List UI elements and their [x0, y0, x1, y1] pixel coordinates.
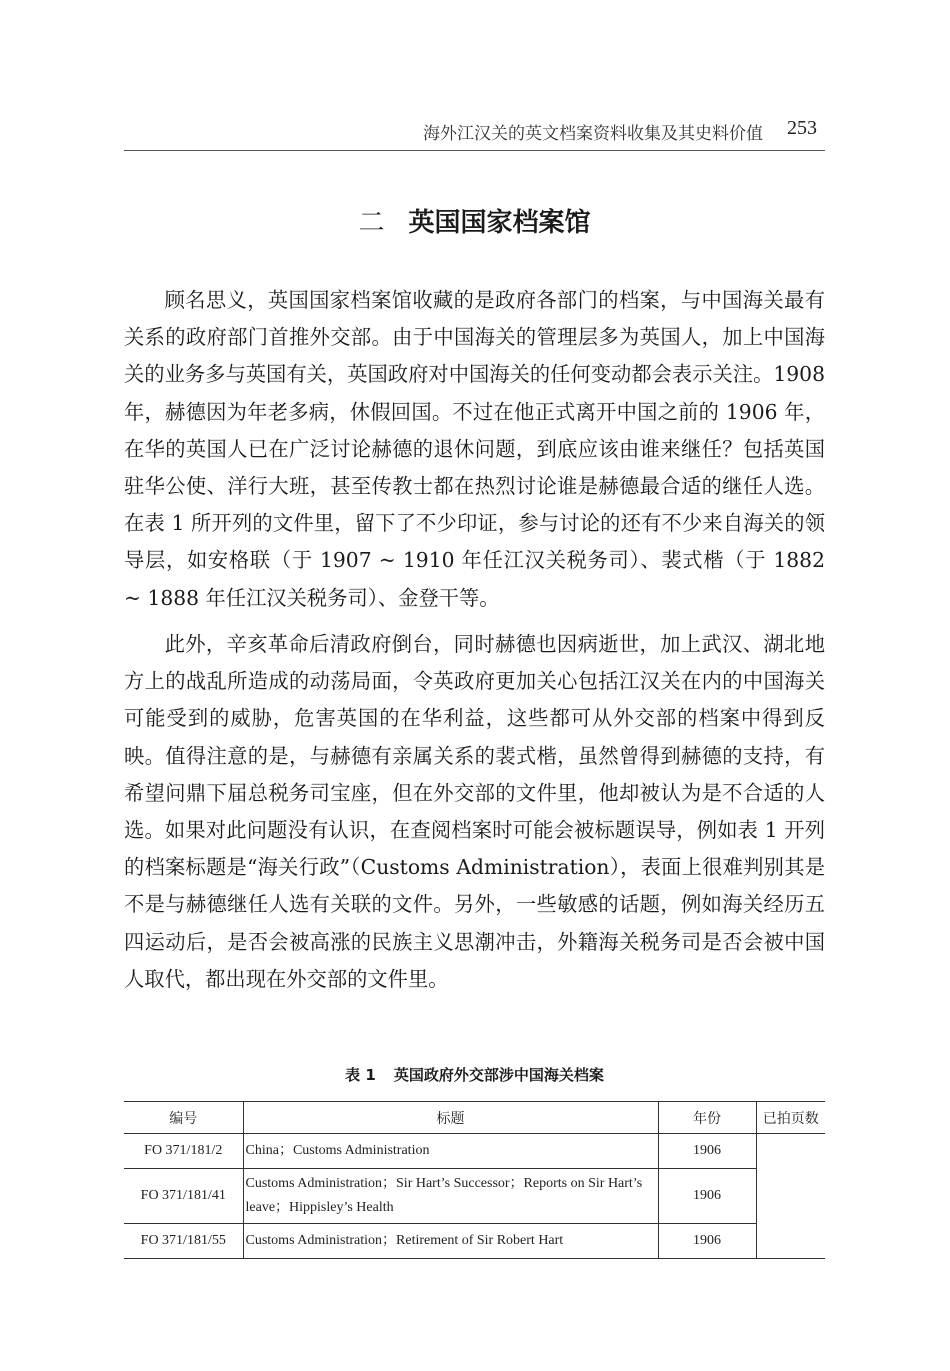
- table-caption-label: 表 1: [345, 1066, 376, 1084]
- cell-id: FO 371/181/41: [124, 1169, 243, 1224]
- paragraph-2: 此外，辛亥革命后清政府倒台，同时赫德也因病逝世，加上武汉、湖北地方上的战乱所造成的动荡局面，令英政府更加关心包括江汉关在内的中国海关可能受到的威胁，危害英国的在华利益，这些都可从外交部的档案中得到反映。值得注意的是，与赫德有亲属关系的裴式楷，虽然曾得到赫德的支持，有希望问鼎下届总税务司宝座，但在外交部的文件里，他却被认为是不合适的人选。如果对此问题没有认识，在查阅档案时可能会被标题误导，例如表 1 开列的档案标题是“海关行政”（Customs Administration），表面上很难判别其是不是与赫德继任人选有关联的文件。另外，一些敏感的话题，例如海关经历五四运动后，是否会被高涨的民族主义思潮冲击，外籍海关税务司是否会被中国人取代，都出现在外交部的文件里。: [124, 632, 825, 991]
- table-row: [124, 1169, 825, 1224]
- cell-id: FO 371/181/2: [124, 1134, 243, 1169]
- header-pages: 已拍页数: [756, 1102, 825, 1134]
- running-header: [124, 116, 825, 151]
- cell-title: China；Customs Administration: [243, 1134, 658, 1169]
- page-number: 253: [787, 117, 817, 139]
- cell-year: 1906: [658, 1224, 756, 1259]
- table-row: [124, 1134, 825, 1169]
- section-heading: [124, 202, 825, 239]
- table-caption-text: 英国政府外交部涉中国海关档案: [393, 1066, 604, 1084]
- header-year: 年份: [658, 1102, 756, 1134]
- cell-year: 1906: [658, 1134, 756, 1169]
- cell-pages: [756, 1134, 825, 1259]
- section-title: 英国国家档案馆: [408, 208, 591, 238]
- cell-id: FO 371/181/55: [124, 1224, 243, 1259]
- header-id: 编号: [124, 1102, 243, 1134]
- header-title: 标题: [243, 1102, 658, 1134]
- table-header-row: [124, 1102, 825, 1134]
- section-number: 二: [358, 208, 385, 238]
- table-caption: [124, 1064, 825, 1085]
- cell-title: Customs Administration；Retirement of Sir Robert Hart: [243, 1224, 658, 1259]
- archive-table: [124, 1101, 825, 1259]
- cell-year: 1906: [658, 1169, 756, 1224]
- running-header-title: 海外江汉关的英文档案资料收集及其史料价值: [423, 124, 763, 144]
- table-row: [124, 1224, 825, 1259]
- cell-title: Customs Administration；Sir Hart’s Successor；Reports on Sir Hart’s leave；Hippisley’s Health: [243, 1169, 658, 1224]
- paragraph-1: 顾名思义，英国国家档案馆收藏的是政府各部门的档案，与中国海关最有关系的政府部门首推外交部。由于中国海关的管理层多为英国人，加上中国海关的业务多与英国有关，英国政府对中国海关的任何变动都会表示关注。1908 年，赫德因为年老多病，休假回国。不过在他正式离开中国之前的 1906 年，在华的英国人已在广泛讨论赫德的退休问题，到底应该由谁来继任？包括英国驻华公使、洋行大班，甚至传教士都在热烈讨论谁是赫德最合适的继任人选。在表 1 所开列的文件里，留下了不少印证，参与讨论的还有不少来自海关的领导层，如安格联（于 1907 ~ 1910 年任江汉关税务司）、裴式楷（于 1882 ~ 1888 年任江汉关税务司）、金登干等。: [124, 288, 825, 610]
